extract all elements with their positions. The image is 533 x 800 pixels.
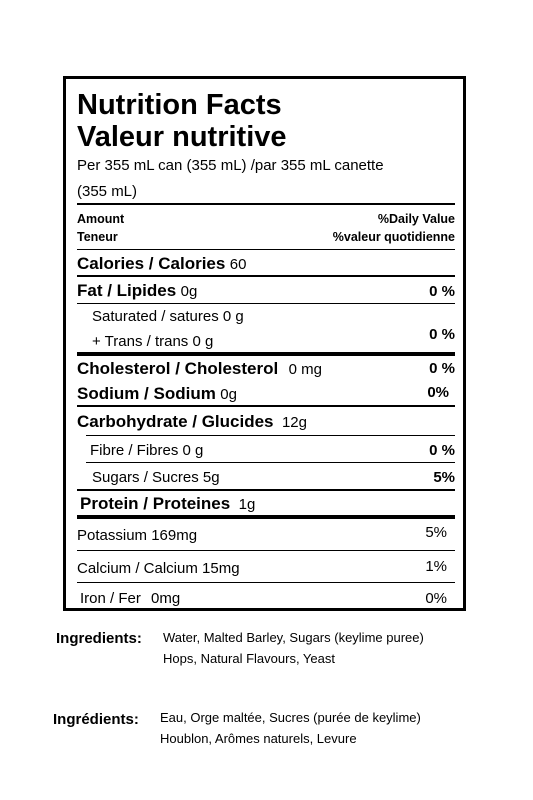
sodium-label: Sodium / Sodium	[77, 384, 216, 403]
calcium-value: 15mg	[202, 560, 240, 577]
calcium-row	[77, 561, 240, 576]
fibre-row: Fibre / Fibres 0 g	[90, 442, 204, 459]
saturated-row: Saturated / satures 0 g	[92, 308, 244, 325]
divider	[77, 303, 455, 304]
divider	[77, 515, 455, 519]
ingredients-en-text	[163, 627, 424, 669]
calories-value: 60	[229, 256, 247, 273]
title-fr: Valeur nutritive	[77, 121, 287, 153]
calories-label: Calories / Calories	[77, 254, 226, 273]
ingredients-fr-line-2: Houblon, Arômes naturels, Levure	[160, 731, 357, 746]
ingredients-fr-label: Ingrédients:	[53, 711, 139, 728]
divider	[86, 462, 455, 463]
divider	[77, 203, 455, 205]
divider	[86, 435, 455, 436]
sugars-daily-value: 5%	[433, 469, 455, 486]
divider	[77, 249, 455, 250]
protein-value: 1g	[238, 496, 256, 513]
ingredients-fr-line-1: Eau, Orge maltée, Sucres (purée de keylime)	[160, 710, 421, 725]
title-en: Nutrition Facts	[77, 89, 282, 121]
ingredients-en-line-2: Hops, Natural Flavours, Yeast	[163, 651, 335, 666]
cholesterol-row	[77, 360, 322, 378]
iron-label: Iron / Fer	[80, 590, 141, 607]
divider	[77, 275, 455, 277]
fat-row	[77, 282, 197, 300]
fibre-daily-value: 0 %	[429, 442, 455, 459]
amount-header-fr: Teneur	[77, 230, 118, 244]
ingredients-en-label: Ingredients:	[56, 630, 142, 647]
iron-row	[80, 591, 180, 606]
iron-value: 0mg	[151, 590, 181, 607]
iron-daily-value: 0%	[425, 590, 447, 607]
protein-row	[80, 495, 255, 513]
divider	[77, 550, 455, 551]
sodium-daily-value: 0%	[427, 384, 449, 401]
serving-size-line-1: Per 355 mL can (355 mL) /par 355 mL canette	[77, 157, 384, 174]
potassium-daily-value: 5%	[425, 524, 447, 541]
sodium-row	[77, 385, 237, 403]
carbohydrate-value: 12g	[281, 414, 307, 431]
fat-label: Fat / Lipides	[77, 281, 177, 300]
divider	[77, 582, 455, 583]
potassium-value: 169mg	[151, 527, 198, 544]
fat-daily-value: 0 %	[429, 283, 455, 300]
cholesterol-value: 0 mg	[288, 361, 323, 378]
serving-size-line-2: (355 mL)	[77, 183, 138, 200]
amount-header-en: Amount	[77, 212, 125, 226]
potassium-label: Potassium	[77, 527, 148, 544]
sugars-row: Sugars / Sucres 5g	[92, 469, 220, 486]
trans-row: + Trans / trans 0 g	[92, 333, 214, 350]
divider	[77, 352, 455, 356]
daily-value-header-en: %Daily Value	[377, 212, 455, 226]
carbohydrate-label: Carbohydrate / Glucides	[77, 412, 274, 431]
cholesterol-label: Cholesterol / Cholesterol	[77, 359, 279, 378]
divider	[77, 405, 455, 407]
protein-label: Protein / Proteines	[80, 494, 231, 513]
calcium-label: Calcium / Calcium	[77, 560, 198, 577]
cholesterol-daily-value: 0 %	[429, 360, 455, 377]
nutrition-facts-panel	[63, 76, 466, 611]
ingredients-en-line-1: Water, Malted Barley, Sugars (keylime puree)	[163, 630, 424, 645]
saturated-trans-daily-value: 0 %	[429, 326, 455, 343]
ingredients-fr-text	[160, 707, 421, 749]
daily-value-header-fr: %valeur quotidienne	[332, 230, 455, 244]
sodium-value: 0g	[220, 386, 237, 403]
calcium-daily-value: 1%	[425, 558, 447, 575]
carbohydrate-row	[77, 413, 307, 431]
calories-row	[77, 255, 246, 273]
divider	[77, 489, 455, 491]
potassium-row	[77, 528, 197, 543]
fat-value: 0g	[180, 283, 198, 300]
